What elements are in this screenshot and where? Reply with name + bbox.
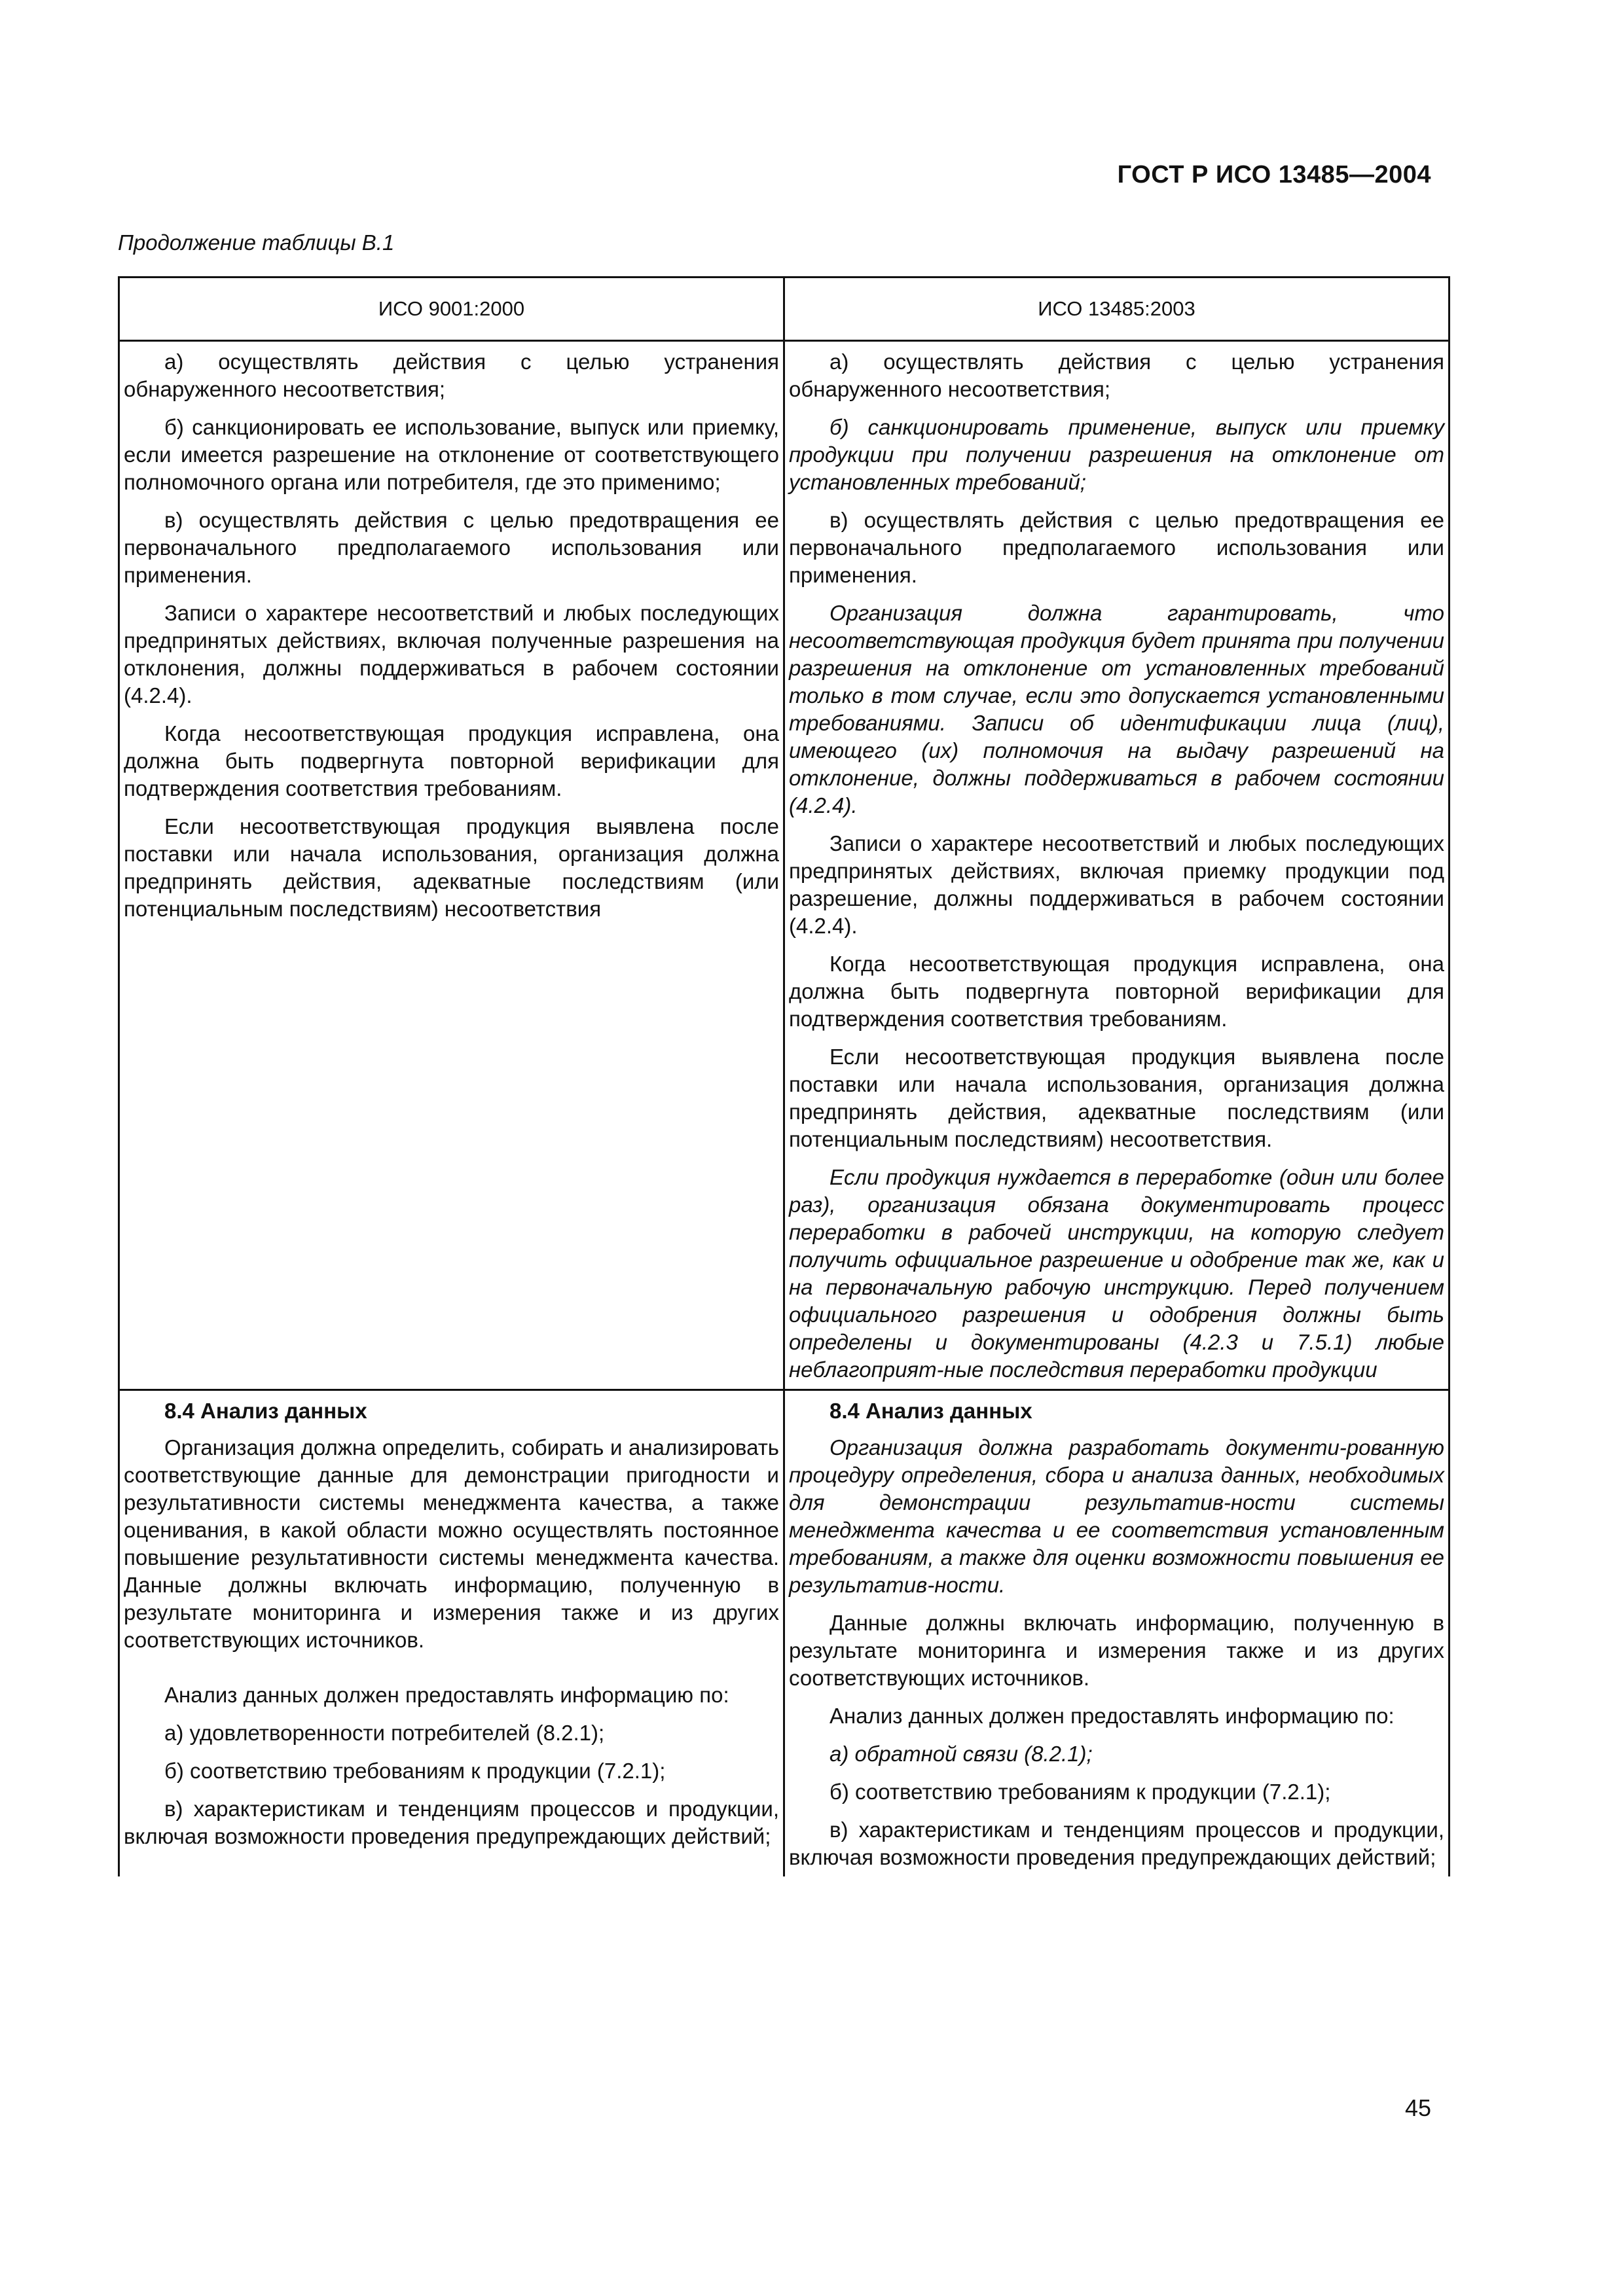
standards-comparison-table	[118, 276, 1450, 1876]
cell-iso13485-data-analysis	[784, 1390, 1450, 1877]
paragraph: в) характеристикам и тенденциям процессов и продукции, включая возможности проведения предупреждающих действий;	[789, 1818, 1444, 1869]
paragraph: Анализ данных должен предоставлять информацию по:	[164, 1683, 729, 1707]
paragraph: а) удовлетворенности потребителей (8.2.1);	[164, 1721, 605, 1745]
column-header-iso9001: ИСО 9001:2000	[119, 278, 784, 341]
table-row	[119, 1390, 1450, 1877]
paragraph: б) соответствию требованиям к продукции (7.2.1);	[830, 1780, 1331, 1804]
paragraph-italic: Организация должна разработать документи-рованную процедуру определения, сбора и анализа данных, необходимых для демонстрации результатив-ности системы менеджмента качества и ее соответствия установленным требованиям, а также для оценки возможности повышения ее результатив-ности.	[789, 1435, 1444, 1597]
cell-iso13485-nonconformity	[784, 341, 1450, 1390]
section-heading: 8.4 Анализ данных	[164, 1399, 367, 1423]
paragraph-italic: а) обратной связи (8.2.1);	[830, 1742, 1093, 1766]
paragraph: Записи о характере несоответствий и любых последующих предпринятых действиях, включая приемку продукции под разрешение, должны поддерживаться в рабочем состоянии (4.2.4).	[789, 831, 1444, 938]
paragraph: Организация должна определить, собирать и анализировать соответствующие данные для демонстрации пригодности и результативности системы менеджмента качества, а также оценивания, в какой области можно осуществлять постоянное повышение результативности системы менеджмента качества. Данные должны включать информацию, полученную в результате мониторинга и измерения также и из других соответствующих источников.	[124, 1435, 779, 1652]
paragraph: в) осуществлять действия с целью предотвращения ее первоначального предполагаемого использования или применения.	[789, 508, 1444, 587]
cell-iso9001-data-analysis	[119, 1390, 784, 1877]
column-header-iso13485: ИСО 13485:2003	[784, 278, 1450, 341]
table-continuation-caption: Продолжение таблицы В.1	[118, 230, 395, 255]
paragraph-italic: Организация должна гарантировать, что несоответствующая продукция будет принята при получении разрешения на отклонение от установленных требований только в том случае, если это допускается установленными требованиями. Записи об идентификации лица (лиц), имеющего (их) полномочия на выдачу разрешений на отклонение, должны поддерживаться в рабочем состоянии (4.2.4).	[789, 601, 1444, 817]
spacer	[124, 1664, 779, 1681]
paragraph: Если несоответствующая продукция выявлена после поставки или начала использования, организация должна предпринять действия, адекватные последствиям (или потенциальным последствиям) несоответствия	[124, 814, 779, 921]
paragraph: Если несоответствующая продукция выявлена после поставки или начала использования, организация должна предпринять действия, адекватные последствиям (или потенциальным последствиям) несоответствия.	[789, 1045, 1444, 1151]
cell-iso9001-nonconformity	[119, 341, 784, 1390]
paragraph: Данные должны включать информацию, полученную в результате мониторинга и измерения также и из других соответствующих источников.	[789, 1611, 1444, 1690]
document-header: ГОСТ Р ИСО 13485—2004	[1117, 161, 1431, 188]
paragraph-italic: б) санкционировать применение, выпуск или приемку продукции при получении разрешения на отклонение от установленных требований;	[789, 415, 1444, 494]
paragraph: б) санкционировать ее использование, выпуск или приемку, если имеется разрешение на отклонение от соответствующего полномочного органа или потребителя, где это применимо;	[124, 415, 779, 494]
paragraph: в) характеристикам и тенденциям процессов и продукции, включая возможности проведения предупреждающих действий;	[124, 1797, 779, 1848]
paragraph: Когда несоответствующая продукция исправлена, она должна быть подвергнута повторной верификации для подтверждения соответствия требованиям.	[789, 952, 1444, 1031]
paragraph: Когда несоответствующая продукция исправлена, она должна быть подвергнута повторной верификации для подтверждения соответствия требованиям.	[124, 721, 779, 800]
paragraph: Анализ данных должен предоставлять информацию по:	[830, 1704, 1395, 1728]
paragraph: б) соответствию требованиям к продукции (7.2.1);	[164, 1759, 666, 1783]
table-header-row	[119, 278, 1450, 341]
paragraph: а) осуществлять действия с целью устранения обнаруженного несоответствия;	[124, 350, 779, 401]
page-number: 45	[1404, 2094, 1431, 2121]
paragraph: Записи о характере несоответствий и любых последующих предпринятых действиях, включая полученные разрешения на отклонения, должны поддерживаться в рабочем состоянии (4.2.4).	[124, 601, 779, 708]
paragraph-italic: Если продукция нуждается в переработке (один или более раз), организация обязана документировать процесс переработки в рабочей инструкции, на которую следует получить официальное разрешение и одобрение так же, как и на первоначальную рабочую инструкцию. Перед получением официального разрешения и одобрения должны быть определены и документированы (4.2.3 и 7.5.1) любые неблагоприят-ные последствия переработки продукции	[789, 1165, 1444, 1382]
section-heading: 8.4 Анализ данных	[830, 1399, 1032, 1423]
paragraph: а) осуществлять действия с целью устранения обнаруженного несоответствия;	[789, 350, 1444, 401]
table-row	[119, 341, 1450, 1390]
paragraph: в) осуществлять действия с целью предотвращения ее первоначального предполагаемого использования или применения.	[124, 508, 779, 587]
